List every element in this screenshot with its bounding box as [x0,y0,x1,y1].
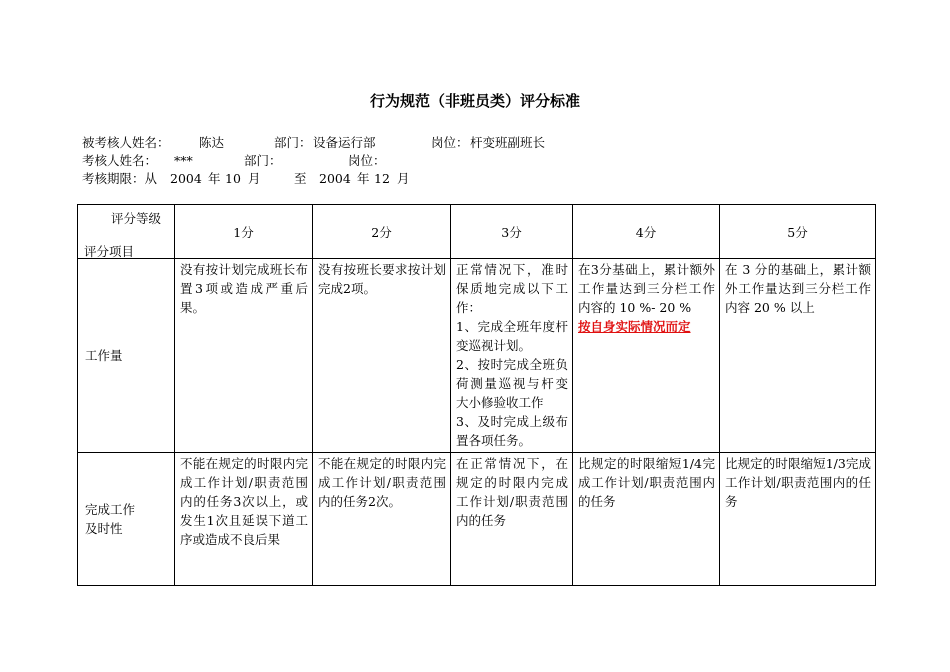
row-item-label: 工作量 [78,259,175,453]
row-item-line: 完成工作 [85,502,136,517]
criteria-line: 正常情况下，准时保质地完成以下工作： [456,262,568,315]
score-header-4: 4分 [573,205,720,259]
score-header-2: 2分 [313,205,451,259]
examiner-name: *** [174,153,193,168]
criteria-cell: 在 3 分的基础上，累计额外工作量达到三分栏工作内容 20 % 以上 [720,259,876,453]
to-month: 12 [374,171,390,186]
table-row [78,453,876,586]
dept-label: 部门： [274,135,312,150]
dept-value: 设备运行部 [313,135,376,150]
criteria-line: 3、及时完成上级布置各项任务。 [456,414,568,448]
criteria-cell: 比规定的时限缩短1/4完成工作计划/职责范围内的任务 [573,453,720,586]
criteria-cell: 不能在规定的时限内完成工作计划/职责范围内的任务3次以上，或发生1次且延误下道工序或造成不良后果 [175,453,313,586]
examinee-name: 陈达 [199,135,225,150]
score-header-1: 1分 [175,205,313,259]
dept-label: 部门： [244,153,282,168]
header-level-label: 评分等级 [111,211,162,226]
from-year: 2004 [170,171,202,186]
header-item-label: 评分项目 [84,244,135,259]
criteria-cell [573,259,720,453]
from-month: 10 [225,171,241,186]
table-row [78,259,876,453]
to-year-unit: 年 [357,171,370,186]
examinee-label: 被考核人姓名： [82,135,170,150]
header-corner-cell [78,205,175,259]
from-month-unit: 月 [248,171,261,186]
from-year-unit: 年 [208,171,221,186]
row-item-line: 及时性 [85,521,123,536]
criteria-cell: 在正常情况下，在规定的时限内完成工作计划/职责范围内的任务 [451,453,573,586]
to-year: 2004 [319,171,351,186]
criteria-cell [451,259,573,453]
criteria-line: 2、按时完成全班负荷测量巡视与杆变大小修验收工作 [456,357,568,410]
criteria-line: 1、完成全班年度杆变巡视计划。 [456,319,568,353]
table-header-row [78,205,876,259]
score-header-5: 5分 [720,205,876,259]
row-item-label [78,453,175,586]
red-note: 按自身实际情况而定 [578,319,691,334]
to-label: 至 [294,171,307,186]
criteria-cell: 不能在规定的时限内完成工作计划/职责范围内的任务2次。 [313,453,451,586]
criteria-cell: 没有按班长要求按计划完成2项。 [313,259,451,453]
criteria-cell: 没有按计划完成班长布置3项或造成严重后果。 [175,259,313,453]
scoring-table [77,204,876,586]
to-month-unit: 月 [397,171,410,186]
score-header-3: 3分 [451,205,573,259]
post-label: 岗位： [348,153,386,168]
criteria-cell: 比规定的时限缩短1/3完成工作计划/职责范围内的任务 [720,453,876,586]
criteria-text: 在3分基础上，累计额外工作量达到三分栏工作内容的 10 %- 20 % [578,262,715,315]
post-label: 岗位： [431,135,469,150]
post-value: 杆变班副班长 [470,135,546,150]
period-label: 考核期限：从 [82,171,158,186]
examiner-label: 考核人姓名： [82,153,158,168]
page-title: 行为规范（非班员类）评分标准 [369,92,580,110]
